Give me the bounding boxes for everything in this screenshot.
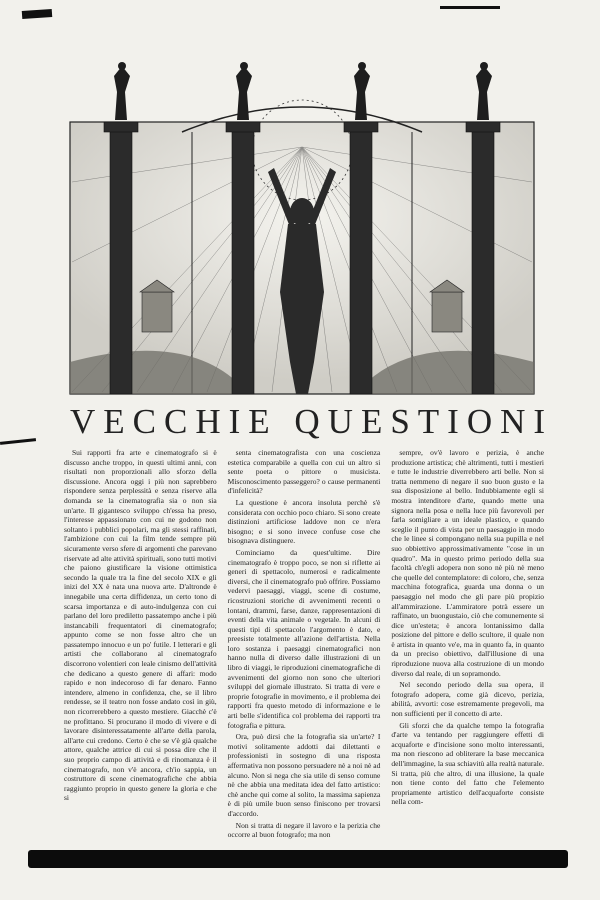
paragraph: Cominciamo da quest'ultime. Dire cinematografo è troppo poco, se non si riflette ai generi di spettacolo, numerosi e radicalmente diversi, che il cinematografo può offrire. Possiamo vedervi paesaggi, viaggi, scene di costume, ricostruzioni storiche di avvenimenti recenti o lontani, drammi, farse, danze, rappresentazioni di eventi della vita animale o vegetale. In alcuni di questi tipi di spettacolo l'argomento è dato, e preesiste totalmente all'azione dell'artista. Nella loro sostanza i paesaggi cinematografici non hanno nulla di diverso dalle illustrazioni di un libro di viaggi, le riproduzioni cinematografiche di avvenimenti del giorno non sono che ulteriori sviluppi del giornale illustrato. Si tratta di vere e proprie fotografie in movimento, e il problema dei rapporti fra questo metodo di informazione e le arti belle s'identifica col problema dei rapporti tra fotografia e pittura. (227, 547, 381, 730)
paragraph: Gli sforzi che da qualche tempo la fotografia d'arte va tentando per raggiungere effetti di acquaforte e d'incisione sono molto interessanti, ma non riescono ad obliterare la base meccanica dell'immagine, la sua schiavitù alla realtà naturale. Si tratta, più che altro, di una illusione, la quale non tiene conto del fatto che l'elemento propriamente artistico dell'acquaforte consiste nella com- (391, 720, 545, 807)
paragraph: Non si tratta di negare il lavoro e la perizia che occorre al buon fotografo; ma non (227, 820, 381, 840)
text-column-1 (64, 448, 217, 826)
scan-mark-top-right (440, 6, 500, 9)
text-column-3 (391, 448, 544, 826)
scan-mark-left (0, 438, 36, 445)
paragraph: sempre, ov'è lavoro e perizia, è anche produzione artistica; chè altrimenti, tutti i mestieri e tutte le industrie diverrebbero arti belle. Non si tratta nemmeno di negare il suo buon gusto e la sua disposizione al bello. Indubbiamente egli si mostra intenditore d'arte, quando mette una signora nella posa e nella luce più favorevoli per farla somigliare a un ideale plastico, e quando sceglie il punto di vista per un paesaggio in modo che le linee si compongano nella sua pupilla e nel suo obbiettivo approssimativamente "cose in un quadro". Ma in questo primo periodo della sua facoltà ch'egli adopera non sono nè più nè meno che quelle del contemplatore: di coloro, che, senza macchina fotografica, guarda una donna o un paesaggio nel modo che gli pare più propizio all'ammirazione. L'ammiratore potrà essere un raffinato, un buongustaio, ciò che comunemente si dice un'esteta; è ancora lontanissimo dalla posizione del pittore e dello scultore, il quale non è artista in quanto ve'e, ma in quanto fa, in quanto da un preciso obiettivo, dall'illusione di una riproduzione nuova alla costruzione di un mondo diverso dal reale, di un sopramondo. (391, 448, 545, 678)
article-body (64, 448, 545, 840)
scan-mark-top-left (22, 9, 52, 19)
paragraph: senta cinematografista con una coscienza estetica comparabile a quella con cui un altro si sente poeta o pittore o musicista. Misconoscimento passeggero? o cause permanenti d'infelicità? (227, 448, 381, 496)
scan-bottom-bar (28, 850, 568, 868)
paragraph: La questione è ancora insoluta perchè s'è considerata con occhio poco chiaro. Si sono create distinzioni artificiose laddove non ce n'era bisogno; e si sono invece confuse cose che bisognava distinguere. (227, 497, 381, 546)
article-title: VECCHIE QUESTIONI (70, 402, 554, 441)
paragraph: Sui rapporti fra arte e cinematografo si è discusso anche troppo, in questi ultimi anni, con risultati non proporzionali allo sforzo della discussione. Ancora oggi i più non saprebbero rispondere senza perplessità e senza riserve alla domanda se la cinematografia sia o non sia un'arte. Il gigantesco sviluppo ch'essa ha preso, l'interesse appassionato con cui ne godono non soltanto i pubblici popolari, ma gli stessi raffinati, l'ambizione con cui la film tende sempre più sicuramente verso sfere di argomenti che parevano riservate ad alte attività spirituali, sono tutti motivi che paiono giustificare la visione ottimistica secondo la quale tra la fine del secolo XIX e gli inizi del XX è nata una nuova arte. D'altronde è innegabile una certa diffidenza, un certo tono di scarsa importanza e di auto-indulgenza con cui parlano del loro prediletto passatempo anche i più instancabili frequentatori di cinematografo; appunto come se non fosse altro che un passatempo innocuo e un po' futile. I letterari e gli artisti che collaborano al cinematografo discorrono volentieri con leale cinismo dell'attività che dedicano a questo genere di affari: modo rapido e non indecoroso di far denaro. Fanno intendere, almeno in confidenza, che, se il libro rendesse, se il teatro non fosse andato così in giù, non ricorrerebbero a questo mestiere. Giacchè c'è ne profittano. Si procurano il modo di vivere e di lavorare disinteressatamente all'arte della parola, all'arte cui credono. Certo è che se v'è già qualche attore, qualche attrice di cui si possa dire che il suo proprio campo di attività e di rinomanza è il cinematografo, non v'è ancora, ch'io sappia, un costruttore di scene cinematografiche che abbia raggiunto proprio in questo genere la gloria e che si (64, 448, 217, 803)
paragraph: Nel secondo periodo della sua opera, il fotografo adopera, come già dicevo, perizia, abilità, avvorti: cose estremamente pregevoli, ma non sufficienti per il concetto di arte. (391, 680, 545, 719)
paragraph: Ora, può dirsi che la fotografia sia un'arte? I motivi solitamente addotti dai dilettanti e professionisti in sostegno di una risposta affermativa non possono persuadere nè a noi nè ad alcuno. Non si nega che sia utile di senso comune nè che abbia una meditata idea del fatto artistico: chè anche qui come al solito, la massima sapienza è di più umile buon senso finiscono per trovarsi d'accordo. (227, 732, 381, 818)
text-column-2 (227, 448, 381, 840)
art-nouveau-illustration (62, 62, 542, 398)
